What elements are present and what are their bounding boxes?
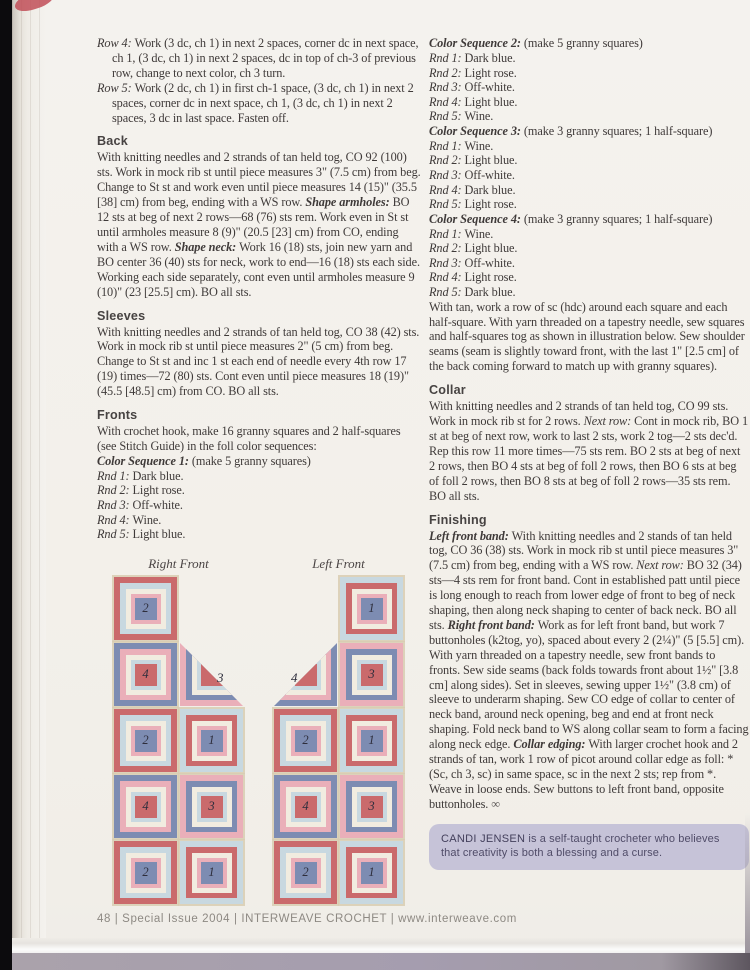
half-square-seq-3 — [180, 643, 243, 706]
half-square-seq-4 — [274, 643, 337, 706]
magazine-page — [12, 0, 750, 970]
finishing-section-heading: Finishing — [429, 512, 487, 527]
square-number: 4 — [142, 667, 149, 681]
page-footer: 48 | Special Issue 2004 | INTERWEAVE CROCHET | www.interweave.com — [97, 913, 517, 925]
granny-square-seq-3 — [340, 775, 403, 838]
granny-square-seq-1 — [340, 709, 403, 772]
fronts-intro: With crochet hook, make 16 granny squares and 2 half-squares (see Stitch Guide) in the foll color sequences: — [97, 424, 401, 453]
square-number: 1 — [368, 865, 375, 879]
square-number: 4 — [302, 799, 309, 813]
collar-instructions: With knitting needles and 2 strands of tan held tog, CO 99 sts. Work in mock rib st for 2 rows. Next row: Cont in mock rib, BO 1 st at beg of next row, work to last 2 sts, work 2 tog—2 sts dec'd. Rep this row 11 more times—75 sts rem. BO 2 sts at beg of next 2 rows, then BO 4 sts at beg of foll 2 rows, then BO 6 sts at beg of foll 2 rows, then BO 8 sts at beg of foll 2 rows—35 sts rem. BO all sts. — [429, 399, 749, 503]
square-number: 1 — [208, 733, 215, 747]
square-number: 3 — [368, 667, 375, 681]
square-number: 1 — [208, 865, 215, 879]
square-number: 2 — [142, 733, 149, 747]
square-number: 2 — [142, 601, 149, 615]
right-page-edge-shadow — [745, 813, 750, 953]
granny-square-seq-4 — [274, 775, 337, 838]
granny-square-seq-3 — [340, 643, 403, 706]
color-sequence-1-header: Color Sequence 1: (make 5 granny squares) — [97, 453, 311, 468]
back-section-heading: Back — [97, 134, 128, 149]
square-number: 2 — [302, 865, 309, 879]
back-instructions: With knitting needles and 2 strands of tan held tog, CO 92 (100) sts. Work in mock rib st until piece measures 3" (7.5 cm) from beg. Change to St st and work even until piece measures 14 (15)" (35.5 [38] cm) from beg, ending with a WS row. Shape armholes: BO 12 sts at beg of next 2 rows—68 (76) sts rem. Work even in St st until armholes measure 8 (9)" (20.5 [23] cm) from CO, ending with a WS row. Shape neck: Work 16 (18) sts, join new yarn and BO center 36 (40) sts for neck, work to end—16 (18) sts each side. Working each side separately, cont even until armholes measure 9 (10)" (23 [25.5] cm). BO all sts. — [97, 150, 421, 299]
granny-square-seq-4 — [114, 775, 177, 838]
row-4-instructions: Row 4: Work (3 dc, ch 1) in next 2 spaces, corner dc in next space, ch 1, (3 dc, ch 1) in next 2 spaces, dc in top of ch-3 of previous row, change to next color, ch 3 turn. — [97, 36, 419, 80]
half-square-number: 3 — [217, 670, 224, 685]
right-column — [429, 36, 749, 870]
square-number: 3 — [208, 799, 215, 813]
sleeves-section-heading: Sleeves — [97, 308, 146, 323]
square-number: 2 — [302, 733, 309, 747]
fronts-section-heading: Fronts — [97, 408, 138, 423]
row-5-instructions: Row 5: Work (2 dc, ch 1) in first ch-1 space, (3 dc, ch 1) in next 2 spaces, corner dc in next space, ch 1, (3 dc, ch 1) in next 2 spaces, 3 dc in last space. Fasten off. — [97, 80, 414, 125]
right-front-panel — [114, 577, 243, 907]
square-number: 1 — [368, 733, 375, 747]
granny-square-seq-1 — [180, 841, 243, 904]
granny-square-seq-3 — [180, 775, 243, 838]
bottom-page-edge-highlight — [12, 938, 750, 953]
granny-square-seq-2 — [114, 709, 177, 772]
color-sequence-2-rounds: Rnd 1: Dark blue. Rnd 2: Light rose. Rnd 3: Off-white. Rnd 4: Light blue. Rnd 5: Wine. — [429, 50, 518, 124]
collar-section-heading: Collar — [429, 383, 466, 398]
color-sequence-4-header: Color Sequence 4: (make 3 granny squares; 1 half-square) — [429, 211, 713, 226]
square-number: 4 — [142, 799, 149, 813]
author-bio-box — [429, 824, 749, 870]
color-sequence-4-rounds: Rnd 1: Wine. Rnd 2: Light blue. Rnd 3: Off-white. Rnd 4: Light rose. Rnd 5: Dark blue. — [429, 226, 518, 300]
color-sequence-1-rounds: Rnd 1: Dark blue. Rnd 2: Light rose. Rnd 3: Off-white. Rnd 4: Wine. Rnd 5: Light blue. — [97, 468, 186, 542]
granny-square-seq-1 — [180, 709, 243, 772]
left-column — [97, 36, 421, 542]
square-number: 1 — [368, 601, 375, 615]
left-front-label: Left Front — [312, 556, 365, 571]
right-front-label: Right Front — [148, 556, 209, 571]
granny-square-seq-1 — [340, 841, 403, 904]
color-sequence-2-header: Color Sequence 2: (make 5 granny squares) — [429, 36, 643, 50]
granny-square-seq-4 — [114, 643, 177, 706]
sleeves-instructions: With knitting needles and 2 strands of tan held tog, CO 38 (42) sts. Work in mock rib st until piece measures 2" (5 cm) from beg. Change to St st and inc 1 st each end of needle every 4th row 17 (19) times—72 (80) sts. Cont even until piece measures 18 (19)" (45.5 [48.5] cm) from CO. BO all sts. — [97, 324, 420, 399]
left-front-panel — [274, 577, 403, 907]
finishing-instructions: Left front band: With knitting needles and 2 stands of tan held tog, CO 36 (38) sts. Work in mock rib st until piece measures 3" (7.5 cm) from beg, ending with a WS row. Next row: BO 32 (34) sts—4 sts rem for front band. Cont in established patt until piece is long enough to reach from lower edge of front to beg of neck shaping, then along neck shaping to center of back neck. BO all sts. Right front band: Work as for left front band, but work 7 buttonholes (k2tog, yo), spaced about every 2 (2¼)" (5 [5.5] cm). With yarn threaded on a tapestry needle, sew front bands to fronts. Sew side seams (back folds towards front about 1½" [3.8 cm] along sides). Set in sleeves, sewing upper 1½" (3.8 cm) of sleeve to underarm shaping. Sew CO edge of collar to center of neck band, around neck opening, beg and end at front neck shaping. Fold neck band to WS along collar seam to form a facing along neck edge. Collar edging: With larger crochet hook and 2 strands of tan, work 1 row of picot around collar edge as foll: *(Sc, ch 3, sc) in same space, sc in the next 2 sts; rep from *. Weave in loose ends. Sew buttons to left front band, opposite buttonholes. ∞ — [429, 528, 749, 811]
granny-square-seq-2 — [114, 841, 177, 904]
granny-square-seq-2 — [274, 709, 337, 772]
color-sequence-3-rounds: Rnd 1: Wine. Rnd 2: Light blue. Rnd 3: Off-white. Rnd 4: Dark blue. Rnd 5: Light rose. — [429, 138, 518, 212]
page-binding-shadow — [12, 0, 46, 970]
square-number: 2 — [142, 865, 149, 879]
granny-square-seq-1 — [340, 577, 403, 640]
page-corner-red-mark — [12, 0, 55, 15]
granny-square-assembly-diagram — [97, 556, 419, 914]
assembly-instructions: With tan, work a row of sc (hdc) around each square and each half-square. With yarn threaded on a tapestry needle, sew squares and half-squares tog as shown in illustration below. Sew shoulder seams (seam is slightly toward front, with the last 1" [2.5 cm] of the back coming forward to match up with granny squares). — [429, 299, 745, 374]
bottom-scan-band — [12, 953, 750, 970]
half-square-number: 4 — [291, 670, 298, 685]
granny-square-seq-2 — [274, 841, 337, 904]
color-sequence-3-header: Color Sequence 3: (make 3 granny squares; 1 half-square) — [429, 123, 713, 138]
square-number: 3 — [368, 799, 375, 813]
author-bio-text: CANDI JENSEN is a self-taught crocheter who believes that creativity is both a blessing and a curse. — [441, 832, 720, 860]
granny-square-seq-2 — [114, 577, 177, 640]
